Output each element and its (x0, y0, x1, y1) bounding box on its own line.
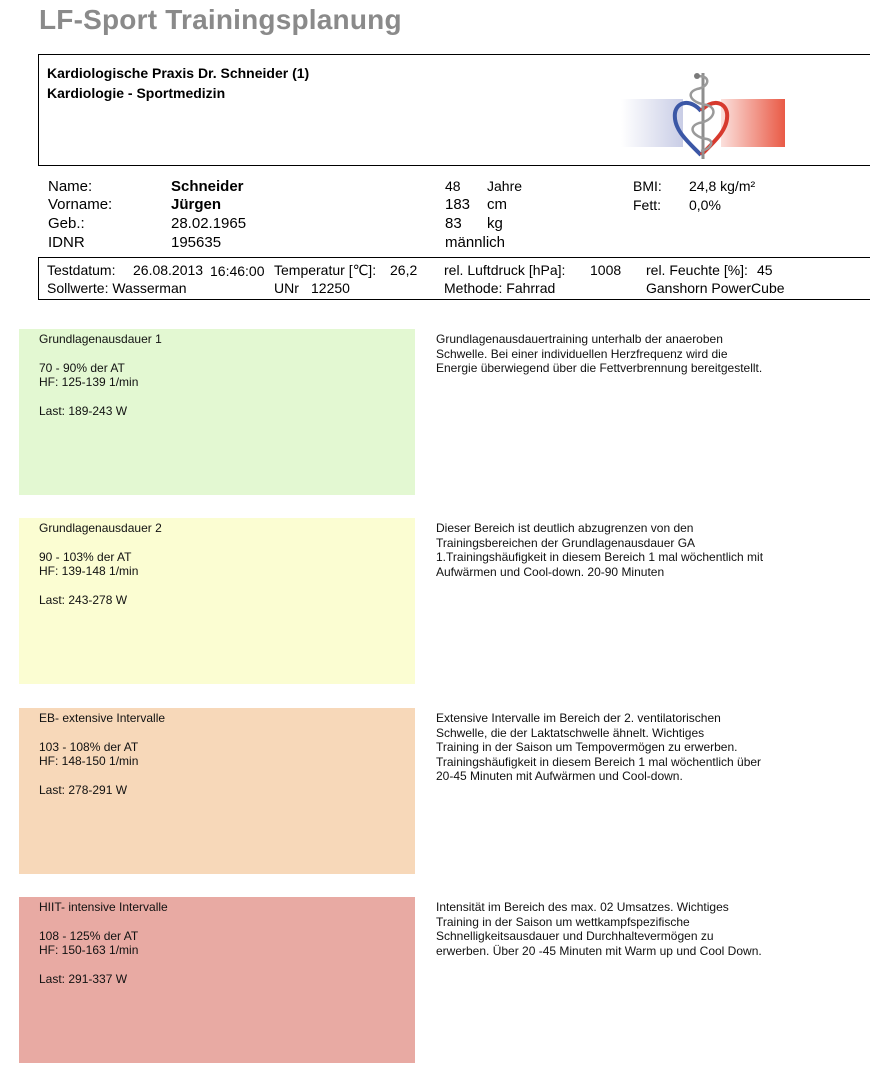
zone-range: 70 - 90% der AT (39, 361, 125, 375)
temperature-label: Temperatur [℃]: (274, 262, 377, 278)
zone-last: Last: 189-243 W (39, 404, 128, 418)
desc-line: Trainingsbereichen der Grundlagenausdauer GA (436, 535, 696, 550)
desc-line: Trainingshäufigkeit in diesem Bereich 1 mal wöchentlich über (436, 754, 762, 769)
practice-header (38, 54, 870, 166)
zone-range: 103 - 108% der AT (39, 740, 139, 754)
test-time: 16:46:00 (210, 263, 265, 279)
name-label: Name: (48, 178, 93, 195)
zone-last: Last: 291-337 W (39, 972, 128, 986)
zone-title: HIIT- intensive Intervalle (39, 900, 168, 914)
zone-range: 108 - 125% der AT (39, 929, 139, 943)
idnr-value: 195635 (171, 234, 222, 251)
desc-line: Dieser Bereich ist deutlich abzugrenzen von den (436, 521, 694, 535)
zone-range: 90 - 103% der AT (39, 550, 132, 564)
zone-hf: HF: 150-163 1/min (39, 943, 139, 957)
zone-eb (19, 708, 415, 874)
humidity-value: 45 (757, 262, 773, 278)
zone-hiit (19, 897, 415, 1063)
desc-line: Energie überwiegend über die Fettverbrennung bereitgestellt. (436, 361, 763, 375)
unr-label: UNr (274, 280, 299, 296)
bmi-label: BMI: (633, 178, 662, 194)
test-info-box (38, 257, 870, 300)
desc-line: 20-45 Minuten mit Aufwärmen und Cool-down. (436, 769, 683, 783)
zone-last: Last: 243-278 W (39, 593, 128, 607)
zone-last: Last: 278-291 W (39, 783, 128, 797)
height-unit: cm (487, 196, 507, 213)
desc-line: Aufwärmen und Cool-down. 20-90 Minuten (436, 564, 665, 579)
desc-line: Training in der Saison um wettkampfspezifische (436, 914, 690, 929)
height-value: 183 (445, 196, 471, 213)
cardiology-logo (621, 67, 786, 162)
name-value: Schneider (171, 178, 244, 195)
desc-line: Schwelle. Bei einer individuellen Herzfrequenz wird die (436, 346, 728, 361)
geb-label: Geb.: (48, 215, 85, 232)
pressure-label: rel. Luftdruck [hPa]: (444, 262, 566, 278)
desc-line: Extensive Intervalle im Bereich der 2. ventilatorischen (436, 711, 721, 725)
age-unit: Jahre (487, 178, 523, 194)
sollwerte: Sollwerte: Wasserman (47, 280, 187, 296)
desc-line: 1.Trainingshäufigkeit in diesem Bereich 1 mal wöchentlich mit (436, 550, 764, 564)
desc-line: Training in der Saison um Tempovermögen zu erwerben. (436, 740, 738, 754)
device: Ganshorn PowerCube (646, 280, 785, 296)
humidity-label: rel. Feuchte [%]: (646, 262, 748, 278)
fett-value: 0,0% (689, 197, 721, 213)
age-value: 48 (445, 178, 461, 194)
vorname-value: Jürgen (171, 196, 222, 213)
temperature-value: 26,2 (390, 262, 418, 278)
weight-value: 83 (445, 215, 462, 232)
sex-value: männlich (445, 234, 506, 251)
zone-title: EB- extensive Intervalle (39, 711, 166, 725)
zone-hf: HF: 125-139 1/min (39, 375, 139, 389)
zone-ga1 (19, 329, 415, 495)
desc-line: erwerben. Über 20 -45 Minuten mit Warm up und Cool Down. (436, 943, 762, 958)
unr-value: 12250 (311, 280, 350, 296)
desc-line: Grundlagenausdauertraining unterhalb der anaeroben (436, 332, 723, 346)
idnr-label: IDNR (48, 234, 85, 251)
zone-ga2 (19, 518, 415, 684)
vorname-label: Vorname: (48, 196, 113, 213)
zone-hf: HF: 148-150 1/min (39, 754, 139, 768)
zone-hiit-description (436, 900, 816, 958)
fett-label: Fett: (633, 197, 662, 213)
zone-title: Grundlagenausdauer 1 (39, 332, 162, 346)
zone-ga2-description (436, 521, 816, 579)
bmi-value: 24,8 kg/m² (689, 178, 756, 194)
desc-line: Schnelligkeitsausdauer und Durchhaltevermögen zu (436, 929, 714, 943)
page-title: LF-Sport Trainingsplanung (39, 4, 402, 35)
methode: Methode: Fahrrad (444, 280, 556, 296)
practice-specialty: Kardiologie - Sportmedizin (47, 85, 226, 101)
desc-line: Schwelle, die der Laktatschwelle ähnelt. Wichtiges (436, 725, 705, 740)
testdatum-label: Testdatum: (47, 262, 116, 278)
zone-eb-description (436, 711, 816, 784)
zone-title: Grundlagenausdauer 2 (39, 521, 162, 535)
testdatum-value: 26.08.2013 (133, 262, 204, 278)
zone-ga1-description (436, 332, 816, 376)
pressure-value: 1008 (590, 262, 622, 278)
weight-unit: kg (487, 215, 503, 232)
practice-name: Kardiologische Praxis Dr. Schneider (1) (47, 65, 310, 81)
geb-value: 28.02.1965 (171, 215, 247, 232)
zone-hf: HF: 139-148 1/min (39, 564, 139, 578)
desc-line: Intensität im Bereich des max. 02 Umsatzes. Wichtiges (436, 900, 729, 914)
